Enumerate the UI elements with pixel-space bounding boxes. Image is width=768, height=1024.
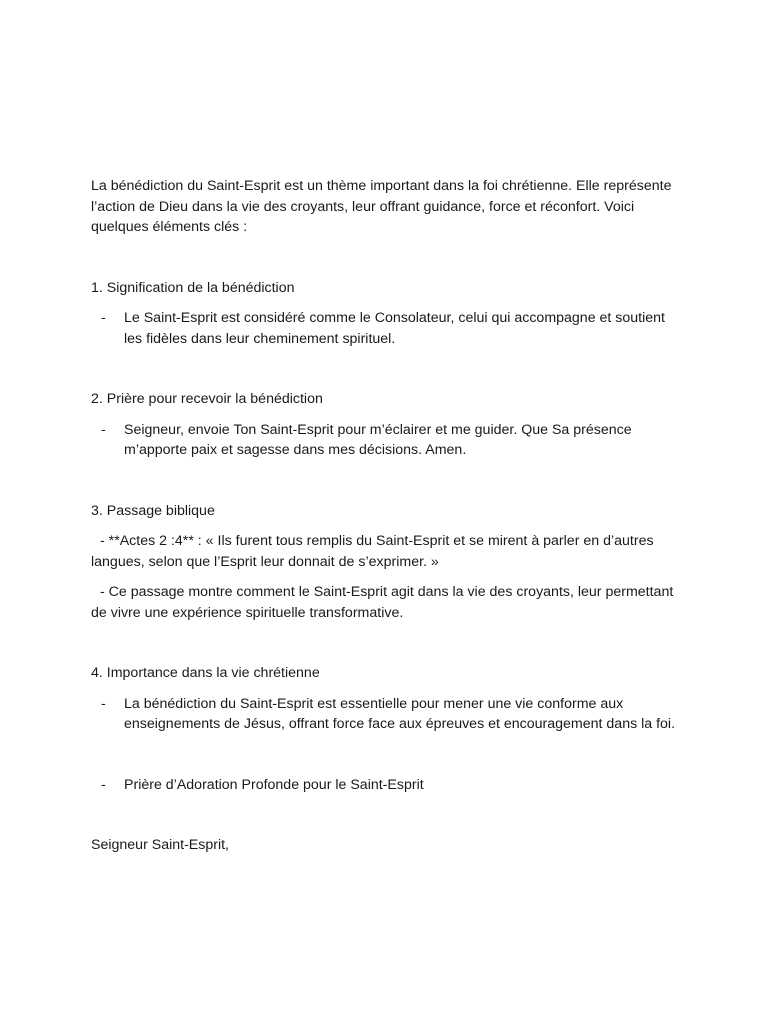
bullet-dash: - [101,421,106,438]
section-heading: 4. Importance dans la vie chrétienne [91,665,320,681]
bullet-dash: - [101,776,106,793]
bullet-item [91,308,681,349]
bullet-item [91,775,681,796]
bullet-text: Le Saint-Esprit est considéré comme le Consolateur, celui qui accompagne et soutient les fidèles dans leur cheminement spirituel. [124,310,665,347]
bible-commentary-paragraph: - Ce passage montre comment le Saint-Esprit agit dans la vie des croyants, leur permettant de vivre une expérience spirituelle transformative. [91,584,674,621]
bible-quote-paragraph: - **Actes 2 :4** : « Ils furent tous remplis du Saint-Esprit et se mirent à parler en d’autres langues, selon que l’Esprit leur donnait de s’exprimer. » [91,533,654,570]
bullet-item [91,694,681,735]
closing-salutation: Seigneur Saint-Esprit, [91,837,230,853]
section-heading: 3. Passage biblique [91,502,215,519]
bullet-item [91,420,681,461]
section-heading: 2. Prière pour recevoir la bénédiction [91,391,323,407]
bullet-text: La bénédiction du Saint-Esprit est essentielle pour mener une vie conforme aux enseignements de Jésus, offrant force face aux épreuves et encouragement dans la foi. [124,695,676,732]
document-body [91,176,681,856]
bullet-dash: - [101,310,106,326]
section-heading: 1. Signification de la bénédiction [91,279,295,296]
bullet-dash: - [101,695,106,712]
bullet-text: Seigneur, envoie Ton Saint-Esprit pour m’éclairer et me guider. Que Sa présence m’apporte paix et sagesse dans mes décisions. Amen. [124,421,632,458]
prayer-title: Prière d’Adoration Profonde pour le Saint-Esprit [124,776,424,793]
intro-paragraph: La bénédiction du Saint-Esprit est un thème important dans la foi chrétienne. Elle représente l’action de Dieu dans la vie des croyants, leur offrant guidance, force et réconfort. Voici quelques éléments clés : [91,178,672,235]
